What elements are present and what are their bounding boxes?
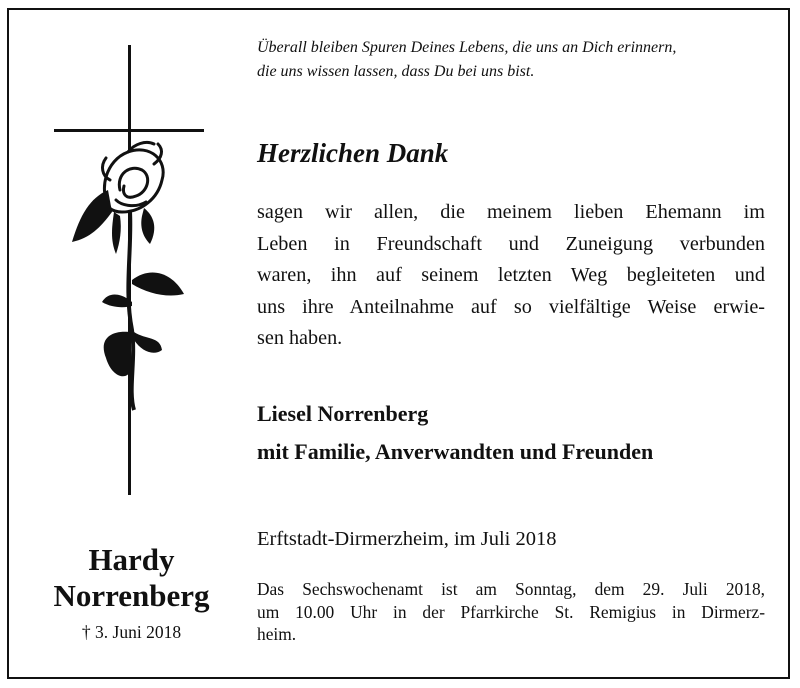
body-line: sagen wir allen, die meinem lieben Ehemann im: [257, 201, 765, 223]
body-line: waren, ihn auf seinem letzten Weg begleiteten und: [257, 264, 765, 287]
thanks-body: [257, 197, 765, 355]
body-line: sen haben.: [257, 327, 343, 350]
deceased-name: [24, 542, 239, 614]
deceased-last-name: Norrenberg: [53, 578, 210, 613]
place-date: Erftstadt-Dirmerzheim, im Juli 2018: [257, 528, 557, 550]
memorial-quote: [257, 36, 777, 83]
signer-family: mit Familie, Anverwandten und Freunden: [257, 439, 654, 464]
thanks-heading: Herzlichen Dank: [257, 138, 449, 168]
body-line: Leben in Freundschaft und Zuneigung verbunden: [257, 232, 765, 255]
service-line: Das Sechswochenamt ist am Sonntag, dem 29. Juli 2018,: [257, 579, 765, 599]
deceased-first-name: Hardy: [88, 542, 175, 577]
cross-with-rose-icon: [50, 40, 210, 500]
signer-block: [257, 395, 653, 471]
quote-line-1: Überall bleiben Spuren Deines Lebens, die uns an Dich erinnern,: [257, 39, 677, 56]
service-notice: [257, 578, 765, 646]
quote-line-2: die uns wissen lassen, dass Du bei uns bist.: [257, 62, 535, 80]
body-line: uns ihre Anteilnahme auf so vielfältige Weise erwie-: [257, 295, 765, 318]
signer-name: Liesel Norrenberg: [257, 401, 429, 426]
service-line: um 10.00 Uhr in der Pfarrkirche St. Remigius in Dirmerz-: [257, 601, 765, 622]
death-date: † 3. Juni 2018: [81, 622, 182, 642]
service-line: heim.: [257, 624, 297, 645]
